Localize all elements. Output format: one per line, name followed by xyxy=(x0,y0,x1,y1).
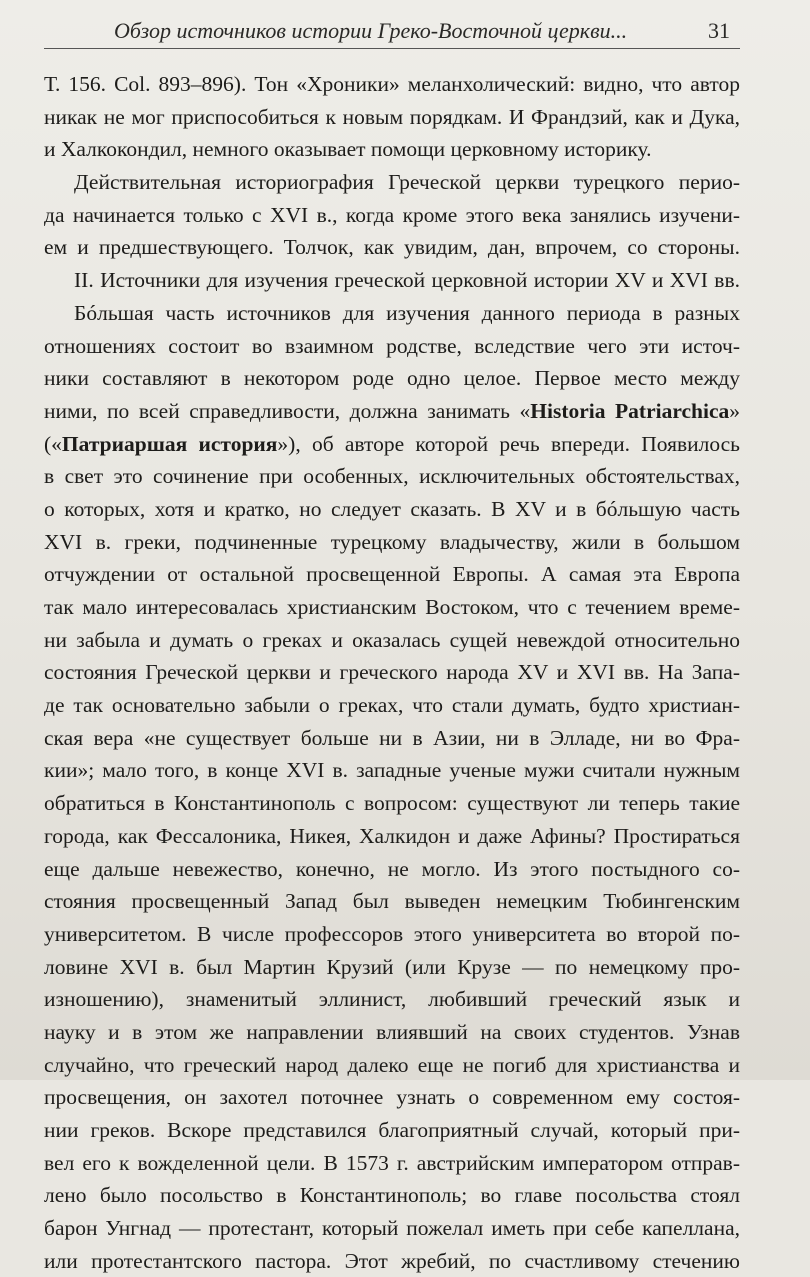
text-line: Действительная историография Греческой церкви турецкого перио- xyxy=(74,170,740,195)
bold-title-russian: Патриаршая история xyxy=(61,431,278,456)
text-line: никак не мог приспособиться к новым порядкам. И Франдзий, как и Дука, xyxy=(44,104,740,129)
text-line: Бóльшая часть источников для изучения данного периода в разных xyxy=(74,300,740,325)
text-line: просвещения, он захотел поточнее узнать о современном ему состоя- xyxy=(44,1085,740,1110)
text-line: или протестантского пастора. Этот жребий, по счастливому стечению xyxy=(44,1248,740,1273)
text-line: науку и в этом же направлении влиявший на своих студентов. Узнав xyxy=(44,1019,740,1044)
text-line: университетом. В числе профессоров этого университета во второй по- xyxy=(44,921,740,946)
running-head-title: Обзор источников истории Греко-Восточной церкви... xyxy=(114,18,628,43)
text-line: ни забыла и думать о греках и оказалась сущей невеждой относительно xyxy=(44,627,740,652)
text-line: города, как Фессалоника, Никея, Халкидон и даже Афины? Простираться xyxy=(44,823,740,848)
text-line: отношениях состоит во взаимном родстве, вследствие чего эти источ- xyxy=(44,333,740,358)
text-line: и Халкокондил, немного оказывает помощи церковному историку. xyxy=(44,137,652,162)
running-head xyxy=(44,8,740,48)
text-line: стояния просвещенный Запад был выведен немецким Тюбингенским xyxy=(44,889,740,914)
text-fragment: (« xyxy=(44,431,62,456)
text-fragment: ними, по всей справедливости, должна занимать « xyxy=(44,398,531,423)
text-line: ем и предшествующего. Толчок, как увидим, дан, впрочем, со стороны. xyxy=(44,235,740,260)
text-line: де так основательно забыли о греках, что стали думать, будто христиан- xyxy=(44,693,740,718)
text-line: XVI в. греки, подчиненные турецкому владычеству, жили в большом xyxy=(44,529,740,554)
text-line: отчуждении от остальной просвещенной Европы. А самая эта Европа xyxy=(44,562,740,587)
text-line: лено было посольство в Константинополь; во главе посольства стоял xyxy=(44,1183,740,1208)
text-line: обратиться в Константинополь с вопросом: существуют ли теперь такие xyxy=(44,791,740,816)
text-line: ловине XVI в. был Мартин Крузий (или Крузе — по немецкому про- xyxy=(44,954,740,979)
text-line: так мало интересовалась христианским Востоком, что с течением време- xyxy=(44,595,740,619)
text-fragment: »), об авторе которой речь впереди. Появилось xyxy=(277,431,740,456)
text-fragment: » xyxy=(729,398,741,423)
text-line: кии»; мало того, в конце XVI в. западные ученые мужи считали нужным xyxy=(44,758,740,783)
body-text xyxy=(44,68,740,1277)
text-line: еще дальше невежество, конечно, не могло. Из этого постыдного со- xyxy=(44,856,740,881)
text-line: Т. 156. Col. 893–896). Тон «Хроники» меланхолический: видно, что автор xyxy=(44,72,740,96)
page-number: 31 xyxy=(708,18,730,43)
text-line: нии греков. Вскоре представился благоприятный случай, который при- xyxy=(44,1118,740,1142)
text-line: ники составляют в некотором роде одно целое. Первое место между xyxy=(44,366,740,391)
text-line xyxy=(44,395,740,428)
text-line: состояния Греческой церкви и греческого народа XV и XVI вв. На Запа- xyxy=(44,660,740,685)
text-line: случайно, что греческий народ далеко еще не погиб для христианства и xyxy=(44,1052,740,1077)
text-line: в свет это сочинение при особенных, исключительных обстоятельствах, xyxy=(44,464,740,489)
bold-title-latin: Historia Patriarchica xyxy=(530,398,730,423)
text-line: барон Унгнад — протестант, который пожелал иметь при себе капеллана, xyxy=(44,1216,740,1241)
text-line: ская вера «не существует больше ни в Азии, ни в Элладе, ни во Фра- xyxy=(44,725,740,750)
text-line: да начинается только с XVI в., когда кроме этого века занялись изучени- xyxy=(44,202,740,227)
text-line: вел его к вожделенной цели. В 1573 г. австрийским императором отправ- xyxy=(44,1150,740,1175)
section-heading-line: II. Источники для изучения греческой церковной истории XV и XVI вв. xyxy=(74,268,740,293)
text-line xyxy=(44,428,740,461)
text-line: изношению), знаменитый эллинист, любивший греческий язык и xyxy=(44,987,740,1012)
header-rule xyxy=(44,48,740,49)
text-line: о которых, хотя и кратко, но следует сказать. В XV и в бóльшую часть xyxy=(44,496,740,521)
